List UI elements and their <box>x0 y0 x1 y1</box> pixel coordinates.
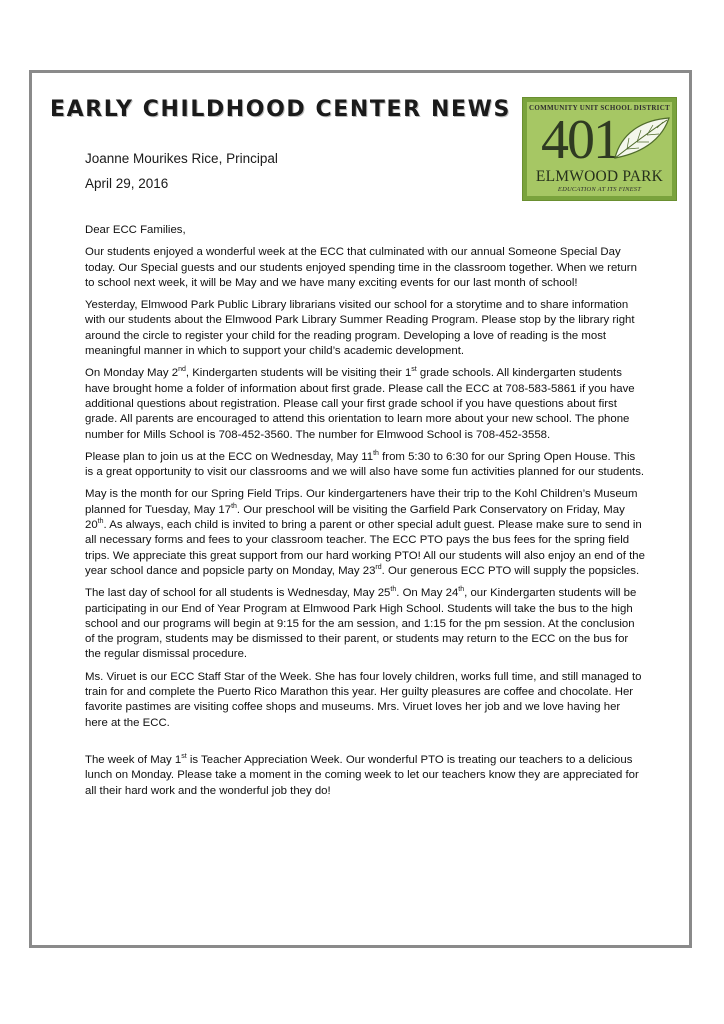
greeting: Dear ECC Families, <box>85 224 186 236</box>
logo-district-number: 401 <box>541 109 619 171</box>
paragraph-teacher-appreciation: The week of May 1st is Teacher Appreciation Week. Our wonderful PTO is treating our teachers to a delicious lunch on Monday. Please take a moment in the coming week to let our teachers know they are appreciated for all their hard work and the wonderful job they do! <box>85 753 639 797</box>
paragraph-open-house: Please plan to join us at the ECC on Wednesday, May 11th from 5:30 to 6:30 for our Spring Open House. This is a great opportunity to visit our classrooms and we will also have some fun activities planned for our students. <box>85 450 645 479</box>
paragraph-library-visit: Yesterday, Elmwood Park Public Library librarians visited our school for a storytime and to share information with our students about the Elmwood Park Library Summer Reading Program. Please stop by the library right around the circle to register your child for the reading program. Developing a love of reading is the most meaningful manner in which to support your child’s academic development. <box>85 299 635 358</box>
paragraph-staff-star: Ms. Viruet is our ECC Staff Star of the Week. She has four lovely children, works full time, and still managed to train for and complete the Puerto Rico Marathon this year. Her guilty pleasures are coffee and chocolate. Her favorite pastimes are visiting coffee shops and museums. Mrs. Viruet loves her job and we love having her here at the ECC. <box>85 670 642 729</box>
newsletter-title: EARLY CHILDHOOD CENTER NEWS <box>50 97 511 122</box>
paragraph-last-day: The last day of school for all students is Wednesday, May 25th. On May 24th, our Kindergarten students will be participating in our End of Year Program at Elmwood Park High School. Students will take the bus to the high school and our programs will begin at 9:15 for the am session, and 1:15 for the pm session. At the conclusion of the program, students may be dismissed to their parent, or students may return to the ECC on the bus for the regular dismissal procedure. <box>85 586 637 661</box>
paragraph-someone-special-day: Our students enjoyed a wonderful week at the ECC that culminated with our annual Someone Special Day today. Our Special guests and our students enjoyed spending time in the classroom together. When we return to school next week, it will be May and we have many exciting events for our last month of school! <box>85 246 637 289</box>
logo-panel <box>527 102 672 196</box>
paragraph-kindergarten-visits: On Monday May 2nd, Kindergarten students will be visiting their 1st grade schools. All kindergarten students have brought home a folder of information about first grade. Please call the ECC at 708-583-5861 if you have additional questions about registration. Please call your first grade school if you have questions about first grade. All parents are encouraged to attend this orientation to learn more about your new school. The phone number for Mills School is 708-452-3560. The number for Elmwood School is 708-452-3558. <box>85 366 635 441</box>
letter-body <box>85 223 645 806</box>
leaf-icon <box>611 114 671 162</box>
district-logo <box>522 97 677 201</box>
logo-district-line: COMMUNITY UNIT SCHOOL DISTRICT <box>528 104 671 112</box>
logo-motto: EDUCATION AT ITS FINEST <box>557 186 642 193</box>
logo-district-name: ELMWOOD PARK <box>535 168 664 185</box>
newsletter-date: April 29, 2016 <box>85 176 169 191</box>
principal-name: Joanne Mourikes Rice, Principal <box>85 151 278 166</box>
paragraph-field-trips: May is the month for our Spring Field Trips. Our kindergarteners have their trip to the Kohl Children’s Museum planned for Tuesday, May 17th. Our preschool will be visiting the Garfield Park Conservatory on Friday, May 20th. As always, each child is invited to bring a parent or other special adult guest. Please make sure to send in all necessary forms and fees to your classroom teacher. The ECC PTO pays the bus fees for the spring field trips. We appreciate this great support from our hard working PTO! All our students will also enjoy an end of the year school dance and popsicle party on Monday, May 23rd. Our generous ECC PTO will supply the popsicles. <box>85 488 645 577</box>
